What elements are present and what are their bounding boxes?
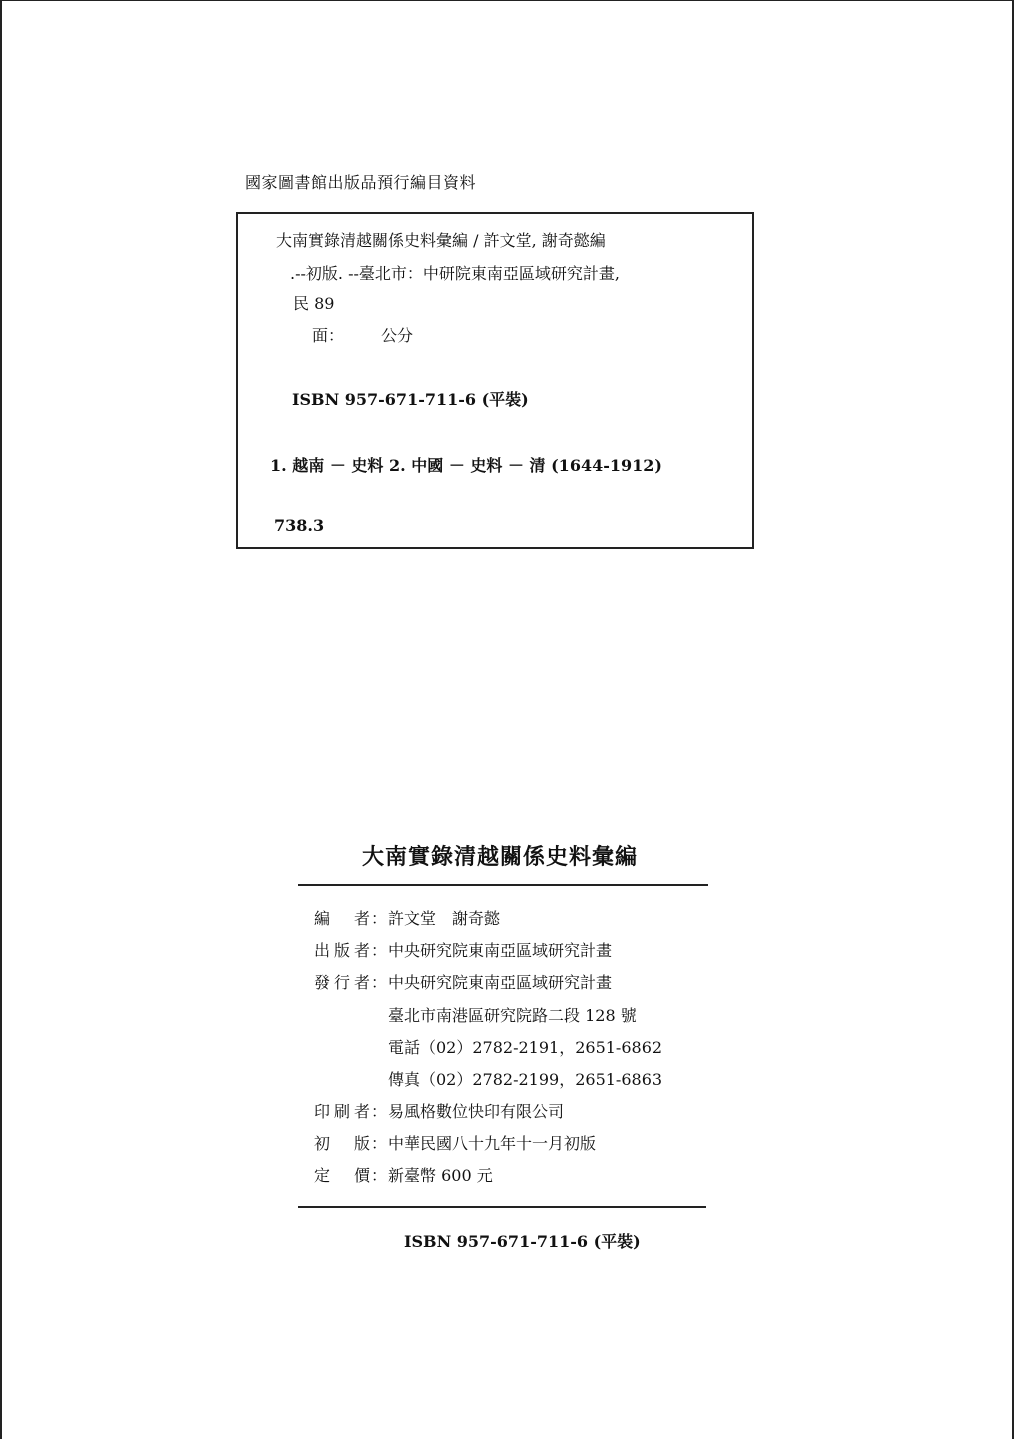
row-label: 印刷者 (314, 1102, 370, 1121)
page-border-top (0, 0, 1014, 1)
cip-size-label: 公分 (381, 326, 414, 345)
publisher-row (314, 938, 612, 961)
publisher-address: 臺北市南港區研究院路二段 128 號 (388, 1006, 637, 1025)
cip-pages-label: 面： (312, 326, 345, 345)
row-separator: ： (370, 1166, 387, 1185)
price-row (314, 1163, 493, 1186)
cip-heading: 國家圖書館出版品預行編目資料 (245, 173, 477, 192)
cip-record-box (236, 212, 754, 549)
cip-isbn: ISBN 957-671-711-6 (平裝) (292, 390, 529, 409)
row-separator: ： (370, 1102, 387, 1121)
row-value: 許文堂 謝奇懿 (388, 909, 501, 928)
page-border-left (0, 0, 2, 1439)
cip-edition-line: .--初版. --臺北市：中研院東南亞區域研究計畫, (290, 264, 620, 283)
cip-subjects: 1. 越南 － 史料 2. 中國 － 史料 － 清 (1644-1912) (270, 456, 662, 475)
row-value: 新臺幣 600 元 (388, 1166, 493, 1185)
row-value: 中央研究院東南亞區域研究計畫 (388, 973, 613, 992)
colophon-rule-bottom (298, 1206, 706, 1208)
publisher-fax: 傳真（02）2782-2199，2651-6863 (388, 1070, 663, 1089)
row-label: 發行者 (314, 973, 370, 992)
row-separator: ： (370, 941, 387, 960)
row-value: 易風格數位快印有限公司 (388, 1102, 565, 1121)
colophon-title: 大南實錄清越關係史料彙編 (362, 844, 639, 870)
first-edition-row (314, 1131, 596, 1154)
row-separator: ： (370, 909, 387, 928)
row-label: 編者 (314, 909, 370, 928)
row-separator: ： (370, 1134, 387, 1153)
colophon-rule-top (298, 884, 708, 886)
row-value: 中華民國八十九年十一月初版 (388, 1134, 597, 1153)
distributor-row (314, 970, 612, 993)
cip-classification: 738.3 (274, 516, 325, 535)
row-separator: ： (370, 973, 387, 992)
cip-title-line: 大南實錄清越關係史料彙編 / 許文堂, 謝奇懿編 (276, 231, 606, 250)
printer-row (314, 1099, 564, 1122)
editor-row (314, 906, 500, 929)
row-label: 定價 (314, 1166, 370, 1185)
row-value: 中央研究院東南亞區域研究計畫 (388, 941, 613, 960)
cip-year-line: 民 89 (293, 294, 335, 313)
publisher-phone: 電話（02）2782-2191，2651-6862 (388, 1038, 663, 1057)
row-label: 出版者 (314, 941, 370, 960)
page-border-right (1012, 0, 1014, 1439)
colophon-isbn: ISBN 957-671-711-6 (平裝) (404, 1232, 641, 1251)
row-label: 初版 (314, 1134, 370, 1153)
